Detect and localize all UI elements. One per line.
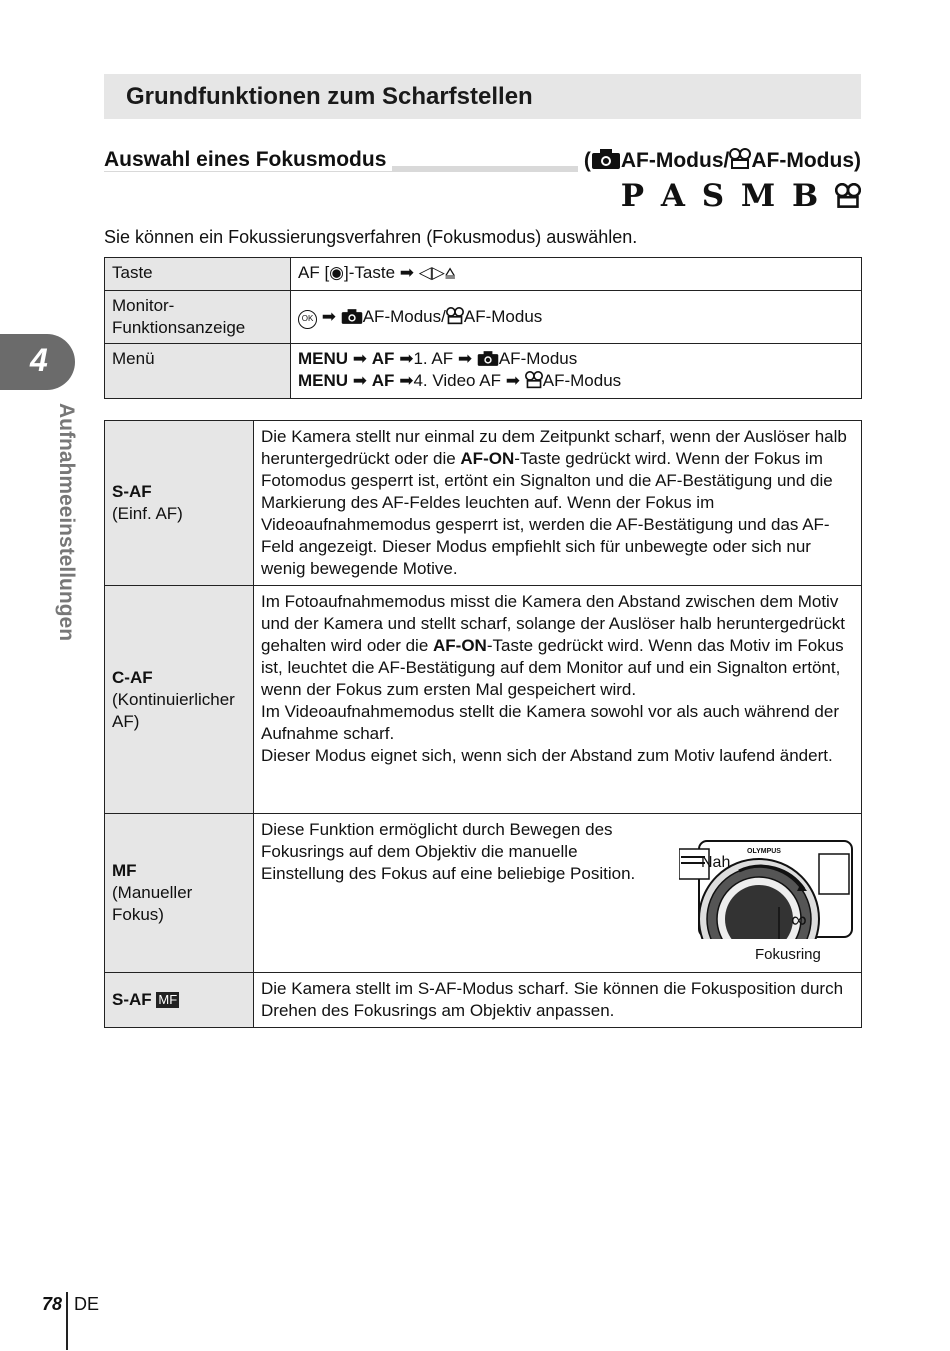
mode-name-saf: S-AF (Einf. AF) (105, 421, 254, 586)
video-icon (729, 148, 751, 170)
mode-name-caf: C-AF (Kontinuierlicher AF) (105, 586, 254, 814)
focus-ring-label: Fokusring (755, 946, 821, 963)
focus-ring-illustration (679, 839, 854, 939)
menu-path-video: MENU ➡ AF ➡4. Video AF ➡ AF-Modus (298, 371, 622, 390)
mode-desc-saf: Die Kamera stellt nur einmal zu dem Zeitpunkt scharf, wenn der Auslöser halb heruntergedrückt oder die AF-ON-Taste gedrückt wird. Wenn der Fokus im Fotomodus gesperrt ist, ertönt ein Signalton und die AF-Bestätigung und die Markierung des AF-Feldes leuchten auf. Wenn der Fokus im Videoaufnahmemodus gesperrt ist, werden die AF-Bestätigung und das AF-Feld angezeigt. Dieser Modus empfiehlt sich für unbewegte oder sich nur wenig bewegende Motive. (254, 421, 862, 586)
focus-mode-table (104, 420, 862, 1028)
footer-divider (66, 1292, 68, 1350)
op-key-monitor: Monitor- Funktionsanzeige (105, 291, 291, 344)
subsection-header (104, 146, 861, 174)
op-value-menu (291, 344, 862, 399)
language-code: DE (74, 1294, 100, 1314)
near-label: Nah (701, 854, 731, 871)
ok-icon: OK (298, 310, 317, 329)
brand-label: OLYMPUS (747, 848, 781, 855)
subsection-mode-ref: ( AF-Modus/ AF-Modus) (578, 148, 861, 173)
camera-icon (341, 308, 363, 325)
camera-icon (477, 350, 499, 367)
section-header (104, 74, 861, 119)
op-value-monitor: OK ➡ AF-Modus/ AF-Modus (291, 291, 862, 344)
mode-name-mf: MF (Manueller Fokus) (105, 814, 254, 973)
subsection-title: Auswahl eines Fokusmodus (104, 148, 392, 172)
shooting-modes: P A S M B (621, 178, 861, 214)
mode-name-saf-mf: S-AF MF (105, 973, 254, 1028)
camera-icon (591, 148, 621, 170)
mode-desc-caf: Im Fotoaufnahmemodus misst die Kamera den Abstand zwischen dem Motiv und der Kamera und stellt scharf, solange der Auslöser halb heruntergedrückt gehalten wird oder die AF-ON-Taste gedrückt wird. Wenn das Motiv im Fokus ist, leuchtet die AF-Bestätigung auf dem Monitor auf und ein Signalton ertönt, wenn der Fokus zum ersten Mal gespeichert wird. Im Videoaufnahmemodus stellt die Kamera sowohl vor als auch während der Aufnahme scharf. Dieser Modus eignet sich, wenn sich der Abstand zum Motiv laufend ändert. (254, 586, 862, 814)
mode-desc-saf-mf: Die Kamera stellt im S-AF-Modus scharf. Sie können die Fokusposition durch Drehen des Fokusrings am Objektiv anpassen. (254, 973, 862, 1028)
page-number: 78 (42, 1294, 63, 1314)
chapter-side-label: Aufnahmeeinstellungen (55, 403, 78, 642)
section-title: Grundfunktionen zum Scharfstellen (126, 83, 533, 110)
mf-badge: MF (158, 992, 178, 1007)
op-key-menu: Menü (105, 344, 291, 399)
intro-text: Sie können ein Fokussierungsverfahren (Fokusmodus) auswählen. (104, 227, 638, 247)
mode-desc-mf (254, 814, 862, 973)
operation-table (104, 257, 862, 399)
video-icon (835, 183, 861, 209)
op-key-button: Taste (105, 258, 291, 291)
page-footer (42, 1294, 100, 1315)
chapter-tab: 4 (0, 334, 75, 390)
video-icon (525, 371, 543, 389)
op-value-button: AF [◉]-Taste ➡ ◁▷⩠ (291, 258, 862, 291)
video-icon (446, 307, 464, 325)
mf-description: Diese Funktion ermöglicht durch Bewegen des Fokusrings auf dem Objektiv die manuelle Einstellung des Fokus auf eine beliebige Position. (261, 820, 636, 883)
menu-path-photo: MENU ➡ AF ➡1. AF ➡ AF-Modus (298, 349, 578, 368)
infinity-label: ∞ (791, 907, 807, 932)
